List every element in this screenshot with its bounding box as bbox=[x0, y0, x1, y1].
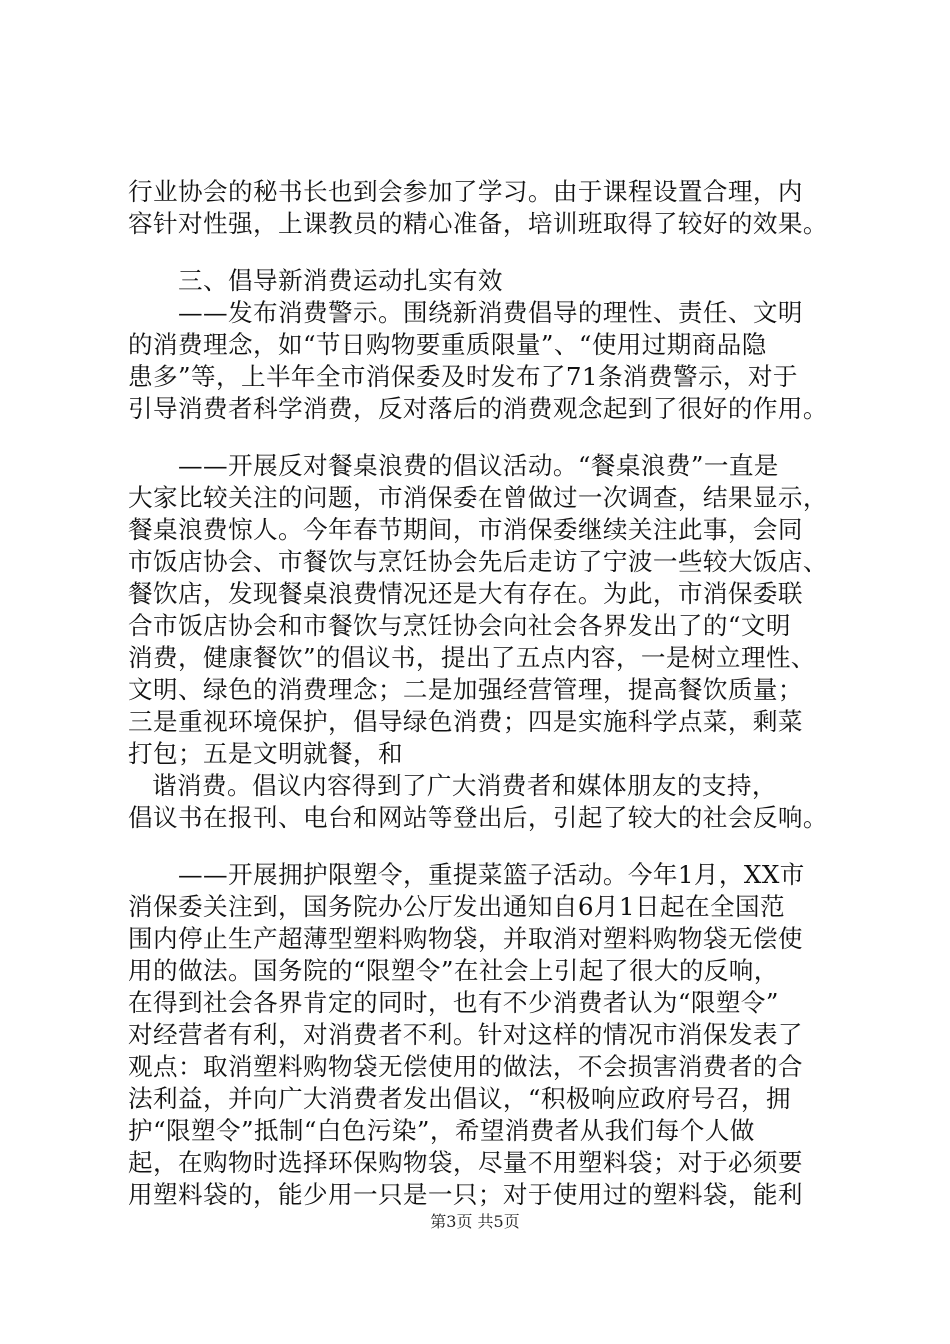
text-line: 用的做法。国务院的“限塑令”在社会上引起了很大的反响， bbox=[128, 956, 779, 985]
text-line: ——开展拥护限塑令，重提菜篮子活动。今年1月，XX市 bbox=[178, 860, 805, 889]
text-line: 餐饮店，发现餐桌浪费情况还是大有存在。为此，市消保委联 bbox=[128, 579, 803, 608]
text-line: 市饭店协会、市餐饮与烹饪协会先后走访了宁波一些较大饭店、 bbox=[128, 547, 828, 576]
page-number-footer: 第3页 共5页 bbox=[430, 1212, 520, 1231]
text-line: 三是重视环境保护，倡导绿色消费；四是实施科学点菜，剩菜 bbox=[128, 707, 803, 736]
text-line: ——发布消费警示。围绕新消费倡导的理性、责任、文明 bbox=[178, 298, 803, 327]
text-line: 护“限塑令”抵制“白色污染”，希望消费者从我们每个人做 bbox=[128, 1116, 755, 1145]
text-line: ——开展反对餐桌浪费的倡议活动。“餐桌浪费”一直是 bbox=[178, 451, 779, 480]
text-line: 围内停止生产超薄型塑料购物袋，并取消对塑料购物袋无偿使 bbox=[128, 924, 803, 953]
text-line: 用塑料袋的，能少用一只是一只；对于使用过的塑料袋，能利 bbox=[128, 1180, 803, 1209]
text-line: 合市饭店协会和市餐饮与烹饪协会向社会各界发出了的“文明 bbox=[128, 611, 791, 640]
text-line: 行业协会的秘书长也到会参加了学习。由于课程设置合理，内 bbox=[128, 177, 803, 206]
text-line: 谐消费。倡议内容得到了广大消费者和媒体朋友的支持， bbox=[152, 771, 777, 800]
text-line: 起，在购物时选择环保购物袋，尽量不用塑料袋；对于必须要 bbox=[128, 1148, 803, 1177]
text-line: 在得到社会各界肯定的同时，也有不少消费者认为“限塑令” bbox=[128, 988, 779, 1017]
section-heading: 三、倡导新消费运动扎实有效 bbox=[178, 266, 503, 295]
text-line: 的消费理念，如“节日购物要重质限量”、“使用过期商品隐 bbox=[128, 330, 767, 359]
text-line: 容针对性强，上课教员的精心准备，培训班取得了较好的效果。 bbox=[128, 209, 828, 238]
text-line: 文明、绿色的消费理念；二是加强经营管理，提高餐饮质量； bbox=[128, 675, 803, 704]
text-line: 患多”等，上半年全市消保委及时发布了71条消费警示，对于 bbox=[128, 362, 798, 391]
text-line: 消费，健康餐饮”的倡议书，提出了五点内容，一是树立理性、 bbox=[128, 643, 816, 672]
text-line: 观点：取消塑料购物袋无偿使用的做法，不会损害消费者的合 bbox=[128, 1052, 803, 1081]
text-line: 法利益，并向广大消费者发出倡议，“积极响应政府号召，拥 bbox=[128, 1084, 791, 1113]
text-line: 餐桌浪费惊人。今年春节期间，市消保委继续关注此事，会同 bbox=[128, 515, 803, 544]
text-line: 引导消费者科学消费，反对落后的消费观念起到了很好的作用。 bbox=[128, 394, 828, 423]
text-line: 消保委关注到，国务院办公厅发出通知自6月1日起在全国范 bbox=[128, 892, 785, 921]
text-line: 对经营者有利，对消费者不利。针对这样的情况市消保发表了 bbox=[128, 1020, 803, 1049]
text-line: 打包；五是文明就餐，和 bbox=[128, 739, 403, 768]
text-line: 倡议书在报刊、电台和网站等登出后，引起了较大的社会反响。 bbox=[128, 803, 828, 832]
text-line: 大家比较关注的问题，市消保委在曾做过一次调查，结果显示， bbox=[128, 483, 828, 512]
